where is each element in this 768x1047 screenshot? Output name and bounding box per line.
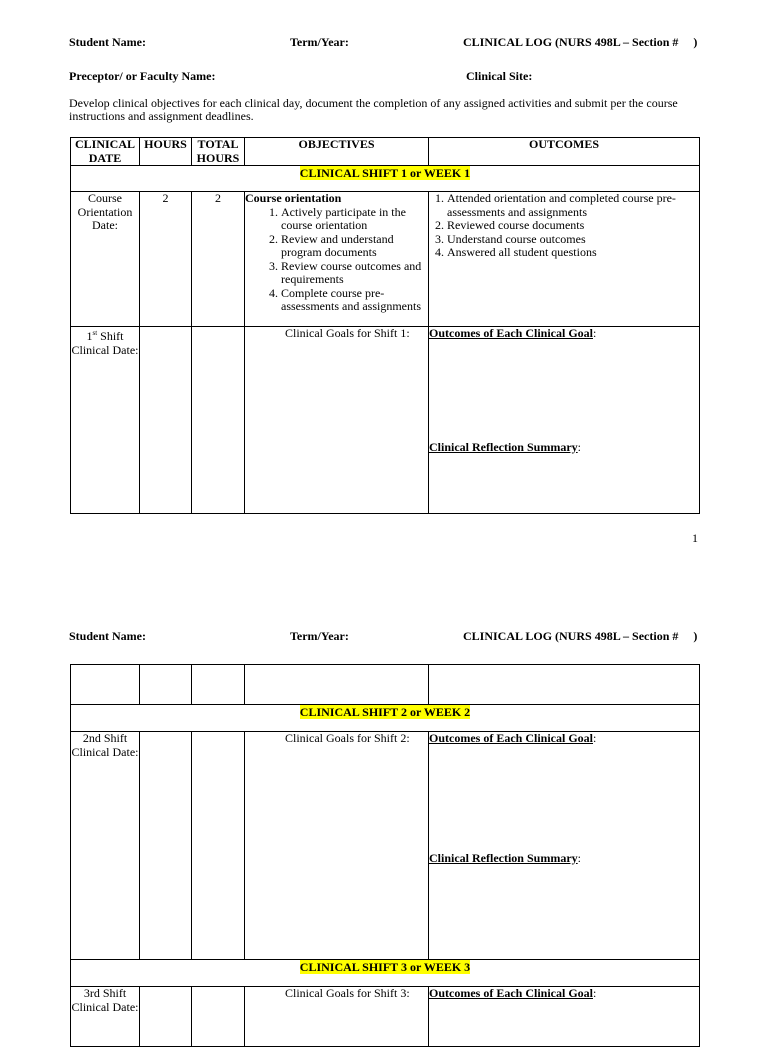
student-name-label: Student Name:	[69, 35, 146, 49]
clinical-log-title: CLINICAL LOG (NURS 498L – Section # )	[463, 35, 698, 49]
shift-2-reflection-label: Clinical Reflection Summary	[429, 850, 578, 865]
orientation-date-label: Course Orientation Date:	[71, 192, 140, 327]
shift-3-row	[71, 987, 700, 1047]
shift-3-goals-label: Clinical Goals for Shift 3:	[285, 986, 410, 1000]
shift-3-outcomes-cell[interactable]	[429, 987, 700, 1047]
shift-1-objectives-cell[interactable]	[245, 327, 429, 514]
orientation-total-hours: 2	[192, 192, 245, 327]
col-hours: HOURS	[140, 138, 192, 166]
list-item: 4. Complete course pre-assessments and assignments	[281, 287, 428, 314]
shift-1-row	[71, 327, 700, 514]
orientation-outcomes-list	[429, 192, 699, 260]
shift-3-heading-row	[71, 960, 700, 987]
orientation-hours: 2	[140, 192, 192, 327]
table-header-row	[71, 138, 700, 166]
shift-2-outcomes-label: Outcomes of Each Clinical Goal	[429, 731, 593, 745]
page-number: 1	[692, 531, 698, 545]
clinical-site-label: Clinical Site:	[466, 69, 533, 83]
shift-2-heading-row	[71, 705, 700, 732]
shift-1-date-label	[71, 327, 140, 514]
shift-2-goals-label: Clinical Goals for Shift 2:	[285, 731, 410, 745]
blank-cell	[140, 665, 192, 705]
shift-3-objectives-cell[interactable]	[245, 987, 429, 1047]
clinical-log-table	[70, 137, 700, 514]
term-year-label-page2: Term/Year:	[290, 629, 349, 643]
shift-1-outcomes-cell[interactable]	[429, 327, 700, 514]
shift-1-hours-cell[interactable]	[140, 327, 192, 514]
colon: :	[577, 850, 581, 865]
clinical-log-title-page2: CLINICAL LOG (NURS 498L – Section # )	[463, 629, 698, 643]
shift-2-row	[71, 732, 700, 960]
shift-2-heading: CLINICAL SHIFT 2 or WEEK 2	[299, 705, 471, 719]
list-item: 2. Reviewed course documents	[447, 219, 699, 233]
orientation-objectives-list	[245, 206, 428, 314]
list-item: 2. Review and understand program documents	[281, 233, 428, 260]
col-clinical-date: CLINICAL DATE	[71, 138, 140, 166]
shift-3-hours-cell[interactable]	[140, 987, 192, 1047]
col-objectives: OBJECTIVES	[245, 138, 429, 166]
shift-1-total-hours-cell[interactable]	[192, 327, 245, 514]
term-year-label: Term/Year:	[290, 35, 349, 49]
student-name-label-page2: Student Name:	[69, 629, 146, 643]
shift-3-heading: CLINICAL SHIFT 3 or WEEK 3	[299, 960, 471, 974]
list-item: 3. Understand course outcomes	[447, 233, 699, 247]
preceptor-label: Preceptor/ or Faculty Name:	[69, 69, 216, 83]
instructions-text: Develop clinical objectives for each clinical day, document the completion of any assigned activities and submit per the course instructions and assignment deadlines.	[69, 96, 678, 123]
list-item: 4. Answered all student questions	[447, 246, 699, 260]
shift-2-outcomes-cell[interactable]	[429, 732, 700, 960]
colon: :	[593, 731, 597, 745]
shift-1-outcomes-label: Outcomes of Each Clinical Goal	[429, 326, 593, 340]
colon: :	[577, 439, 581, 454]
orientation-outcomes	[429, 192, 700, 327]
blank-cell	[429, 665, 700, 705]
colon: :	[593, 326, 597, 340]
shift-2-total-hours-cell[interactable]	[192, 732, 245, 960]
blank-cell	[71, 665, 140, 705]
col-outcomes: OUTCOMES	[429, 138, 700, 166]
list-item: 1. Attended orientation and completed course pre-assessments and assignments	[447, 192, 699, 219]
blank-cell	[245, 665, 429, 705]
list-item: 1. Actively participate in the course orientation	[281, 206, 428, 233]
shift-1-number: 1	[86, 329, 93, 343]
list-item: 3. Review course outcomes and requirements	[281, 260, 428, 287]
orientation-objective-title: Course orientation	[245, 191, 342, 205]
blank-header-row	[71, 665, 700, 705]
blank-cell	[192, 665, 245, 705]
shift-1-heading: CLINICAL SHIFT 1 or WEEK 1	[299, 166, 471, 180]
orientation-row	[71, 192, 700, 327]
clinical-log-table-page2	[70, 664, 700, 1047]
shift-1-heading-row	[71, 166, 700, 192]
shift-2-hours-cell[interactable]	[140, 732, 192, 960]
shift-1-ordinal: st	[92, 329, 98, 337]
shift-2-date-label: 2nd Shift Clinical Date:	[71, 732, 140, 960]
orientation-objectives	[245, 192, 429, 327]
colon: :	[593, 986, 597, 1000]
shift-3-outcomes-label: Outcomes of Each Clinical Goal	[429, 986, 593, 1000]
shift-2-objectives-cell[interactable]	[245, 732, 429, 960]
shift-3-total-hours-cell[interactable]	[192, 987, 245, 1047]
shift-3-date-label: 3rd Shift Clinical Date:	[71, 987, 140, 1047]
shift-1-goals-label: Clinical Goals for Shift 1:	[285, 326, 410, 340]
col-total-hours: TOTAL HOURS	[192, 138, 245, 166]
shift-1-date-text: Shift Clinical Date:	[71, 329, 139, 357]
shift-1-reflection-label: Clinical Reflection Summary	[429, 439, 578, 454]
